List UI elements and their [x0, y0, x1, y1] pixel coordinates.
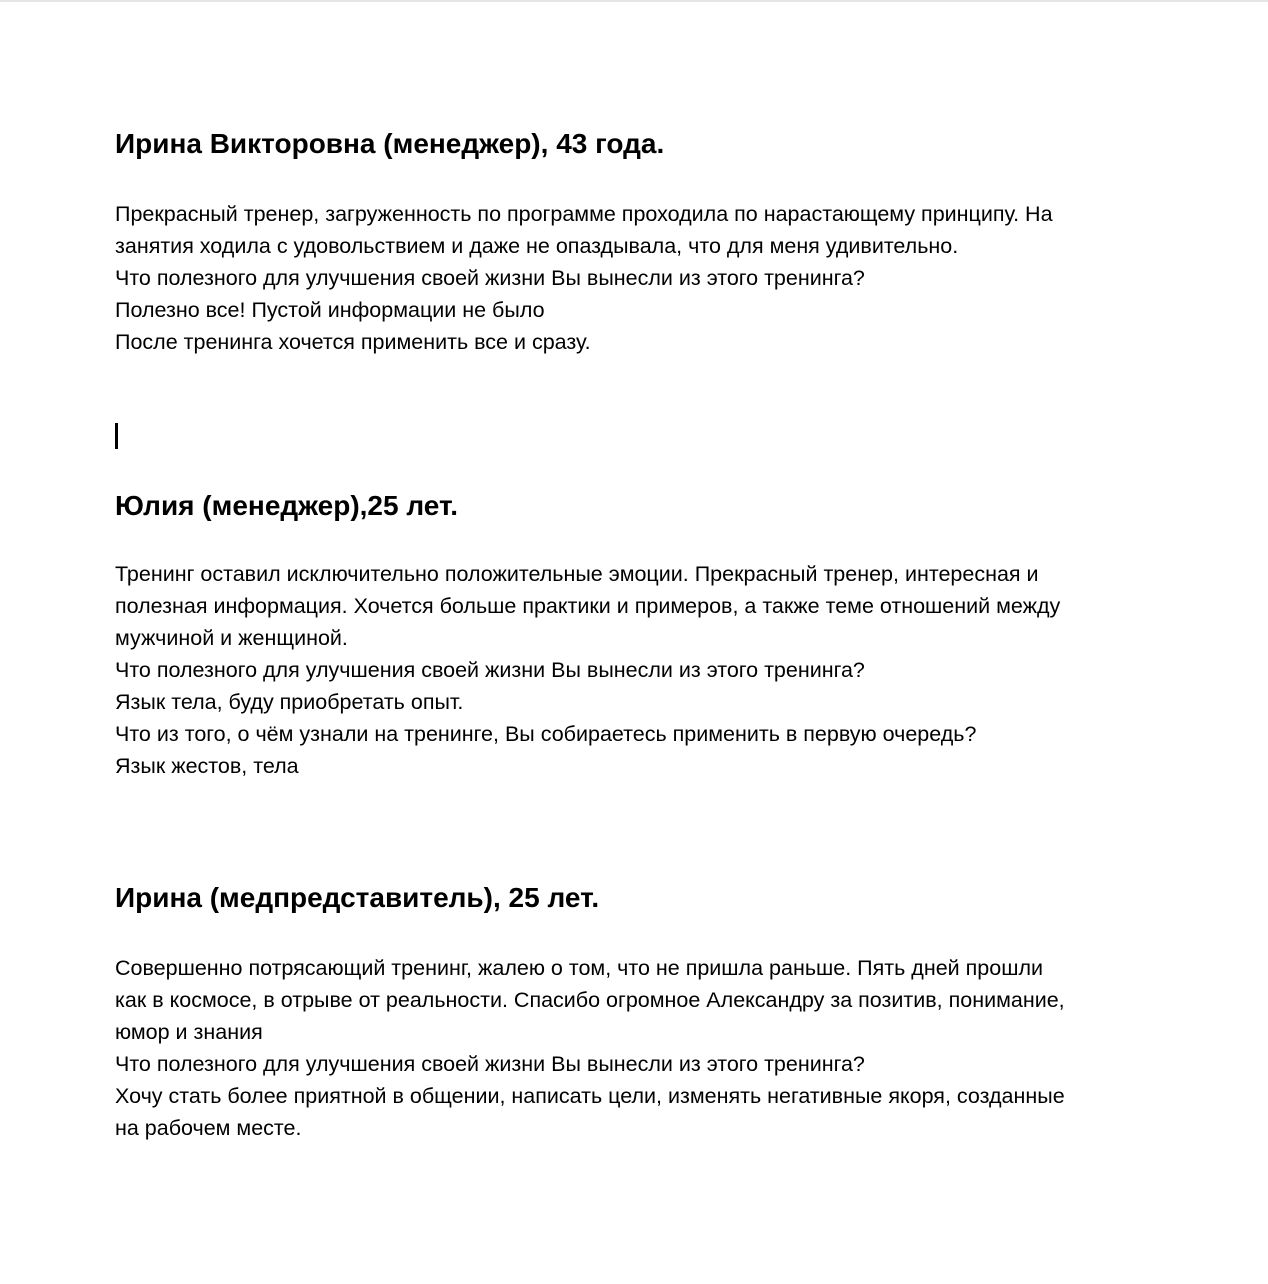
review-2-heading: Юлия (менеджер),25 лет.	[115, 490, 458, 521]
review-2-line-4: Что полезного для улучшения своей жизни Вы вынесли из этого тренинга?	[115, 658, 865, 682]
review-2-line-7: Язык жестов, тела	[115, 754, 299, 778]
review-2-line-1: Тренинг оставил исключительно положительные эмоции. Прекрасный тренер, интересная и	[115, 562, 1039, 586]
review-3-line-3: юмор и знания	[115, 1020, 263, 1044]
review-3-line-1: Совершенно потрясающий тренинг, жалею о том, что не пришла раньше. Пять дней прошли	[115, 956, 1044, 980]
review-1-heading: Ирина Викторовна (менеджер), 43 года.	[115, 128, 665, 159]
review-1-line-2: занятия ходила с удовольствием и даже не опаздывала, что для меня удивительно.	[115, 234, 959, 258]
review-3-body	[115, 952, 1175, 1144]
review-2-body	[115, 558, 1175, 782]
page-top-border	[0, 0, 1268, 2]
review-3-line-6: на рабочем месте.	[115, 1116, 302, 1140]
review-1-line-1: Прекрасный тренер, загруженность по программе проходила по нарастающему принципу. На	[115, 202, 1053, 226]
review-1-line-4: Полезно все! Пустой информации не было	[115, 298, 545, 322]
review-2-line-3: мужчиной и женщиной.	[115, 626, 348, 650]
review-1-line-5: После тренинга хочется применить все и сразу.	[115, 330, 591, 354]
review-3-heading: Ирина (медпредставитель), 25 лет.	[115, 882, 600, 913]
review-2-line-5: Язык тела, буду приобретать опыт.	[115, 690, 464, 714]
review-3-line-4: Что полезного для улучшения своей жизни Вы вынесли из этого тренинга?	[115, 1052, 865, 1076]
review-1-line-3: Что полезного для улучшения своей жизни Вы вынесли из этого тренинга?	[115, 266, 865, 290]
review-2-line-6: Что из того, о чём узнали на тренинге, Вы собираетесь применить в первую очередь?	[115, 722, 977, 746]
review-2-line-2: полезная информация. Хочется больше практики и примеров, а также теме отношений между	[115, 594, 1061, 618]
review-3-line-5: Хочу стать более приятной в общении, написать цели, изменять негативные якоря, созданные	[115, 1084, 1065, 1108]
review-3-line-2: как в космосе, в отрыве от реальности. Спасибо огромное Александру за позитив, понимание,	[115, 988, 1065, 1012]
text-cursor	[115, 423, 118, 449]
review-1-body	[115, 198, 1175, 358]
